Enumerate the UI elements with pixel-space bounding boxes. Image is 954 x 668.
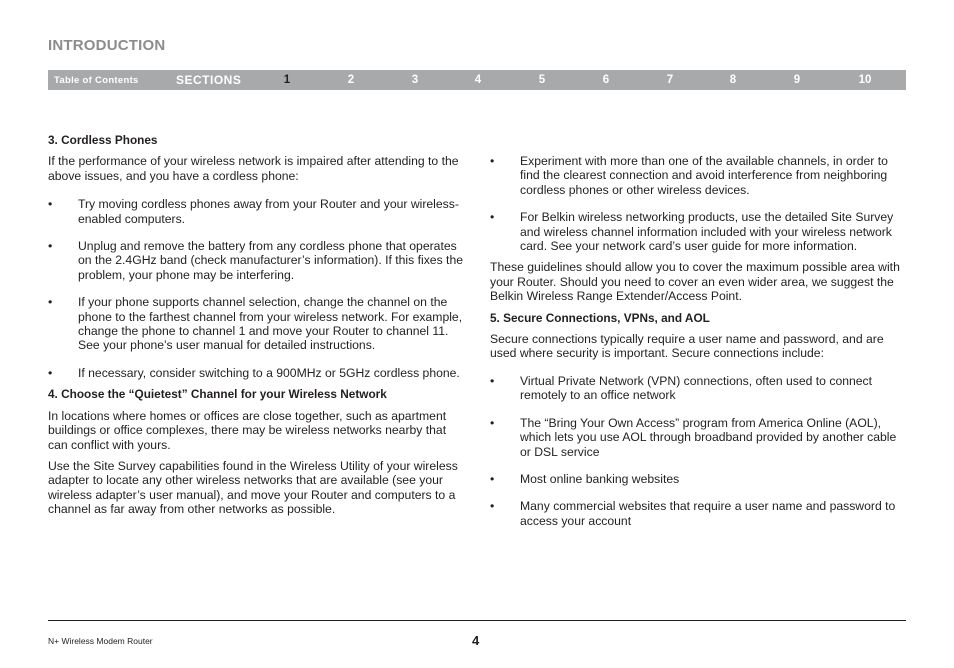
- heading-cordless-phones: 3. Cordless Phones: [48, 133, 158, 147]
- bullet-dot: •: [490, 471, 495, 486]
- bullet-item: [48, 366, 466, 380]
- bullet-dot: •: [490, 373, 495, 388]
- nav-section-3[interactable]: 3: [411, 74, 419, 86]
- section-nav-bar: [48, 70, 906, 90]
- bullet-text: If your phone supports channel selection, change the channel on the phone to the farthest channel from your wireless network. For example, change the phone to channel 1 and move your Router to channel 11. See your phone’s user manual for detailed instructions.: [78, 295, 463, 353]
- bullet-item: [490, 499, 908, 528]
- bullet-text: If necessary, consider switching to a 900MHz or 5GHz cordless phone.: [78, 365, 460, 380]
- footer-product-name: N+ Wireless Modem Router: [48, 636, 153, 646]
- bullet-text: Many commercial websites that require a user name and password to access your account: [520, 499, 896, 528]
- nav-section-7[interactable]: 7: [666, 74, 674, 86]
- nav-section-5[interactable]: 5: [538, 74, 546, 86]
- table-of-contents-link[interactable]: Table of Contents: [54, 75, 139, 86]
- nav-section-6[interactable]: 6: [602, 74, 610, 86]
- nav-section-9[interactable]: 9: [793, 74, 801, 86]
- paragraph-quietest-2: Use the Site Survey capabilities found in the Wireless Utility of your wireless adapter to locate any other wireless networks that are available (see your wireless adapter’s user manual), and move your Router and computers to a channel as far away from other networks as possible.: [48, 458, 458, 517]
- bullet-text: Virtual Private Network (VPN) connections, often used to connect remotely to an office network: [520, 373, 873, 403]
- bullet-item: [48, 197, 466, 226]
- bullet-dot: •: [490, 210, 495, 225]
- bullet-text: Experiment with more than one of the available channels, in order to find the clearest connection and avoid interference from neighboring cordless phones or other wireless devices.: [520, 154, 888, 197]
- bullet-text: The “Bring Your Own Access” program from America Online (AOL), which lets you use AOL through broadband provided by another cable or DSL service: [520, 415, 897, 459]
- bullet-item: [48, 295, 466, 353]
- nav-section-10[interactable]: 10: [858, 74, 872, 86]
- bullet-dot: •: [490, 415, 495, 430]
- heading-secure-connections: 5. Secure Connections, VPNs, and AOL: [490, 310, 710, 325]
- bullet-item: [490, 374, 908, 403]
- right-column: [490, 154, 908, 528]
- heading-quietest-channel: 4. Choose the “Quietest” Channel for your Wireless Network: [48, 387, 387, 402]
- paragraph-secure-intro: Secure connections typically require a user name and password, and are used where security is important. Secure connections include:: [490, 332, 884, 361]
- paragraph-quietest-1: In locations where homes or offices are close together, such as apartment buildings or office complexes, there may be wireless networks nearby that can conflict with yours.: [48, 408, 447, 452]
- footer-divider: [48, 620, 906, 621]
- paragraph-cordless-intro: If the performance of your wireless network is impaired after attending to the above issues, and you have a cordless phone:: [48, 154, 459, 183]
- bullet-item: [490, 416, 908, 459]
- bullet-text: Try moving cordless phones away from your Router and your wireless-enabled computers.: [78, 197, 459, 226]
- section-title: INTRODUCTION: [48, 37, 166, 54]
- nav-section-1[interactable]: 1: [283, 74, 291, 86]
- nav-section-2[interactable]: 2: [347, 74, 355, 86]
- page-number: 4: [472, 633, 480, 648]
- bullet-dot: •: [490, 499, 495, 514]
- bullet-item: [490, 154, 908, 197]
- bullet-dot: •: [48, 295, 53, 310]
- paragraph-guidelines: These guidelines should allow you to cover the maximum possible area with your Router. Should you need to cover an even wider area, we suggest the Belkin Wireless Range Extender/Access Point.: [490, 260, 900, 304]
- bullet-text: For Belkin wireless networking products, use the detailed Site Survey and wireless channel information included with your wireless network card. See your network card’s user guide for more information.: [520, 210, 894, 254]
- nav-section-8[interactable]: 8: [729, 74, 737, 86]
- left-column: [48, 133, 466, 517]
- bullet-dot: •: [48, 365, 53, 380]
- sections-label: SECTIONS: [176, 73, 242, 87]
- bullet-item: [490, 210, 908, 253]
- bullet-dot: •: [48, 239, 53, 254]
- bullet-text: Most online banking websites: [520, 471, 680, 486]
- bullet-text: Unplug and remove the battery from any cordless phone that operates on the 2.4GHz band (check manufacturer’s information). If this fixes the problem, your phone may be interfering.: [78, 239, 463, 282]
- bullet-dot: •: [490, 154, 495, 168]
- bullet-dot: •: [48, 197, 53, 212]
- bullet-item: [48, 239, 466, 282]
- bullet-item: [490, 472, 908, 486]
- nav-section-4[interactable]: 4: [474, 74, 482, 86]
